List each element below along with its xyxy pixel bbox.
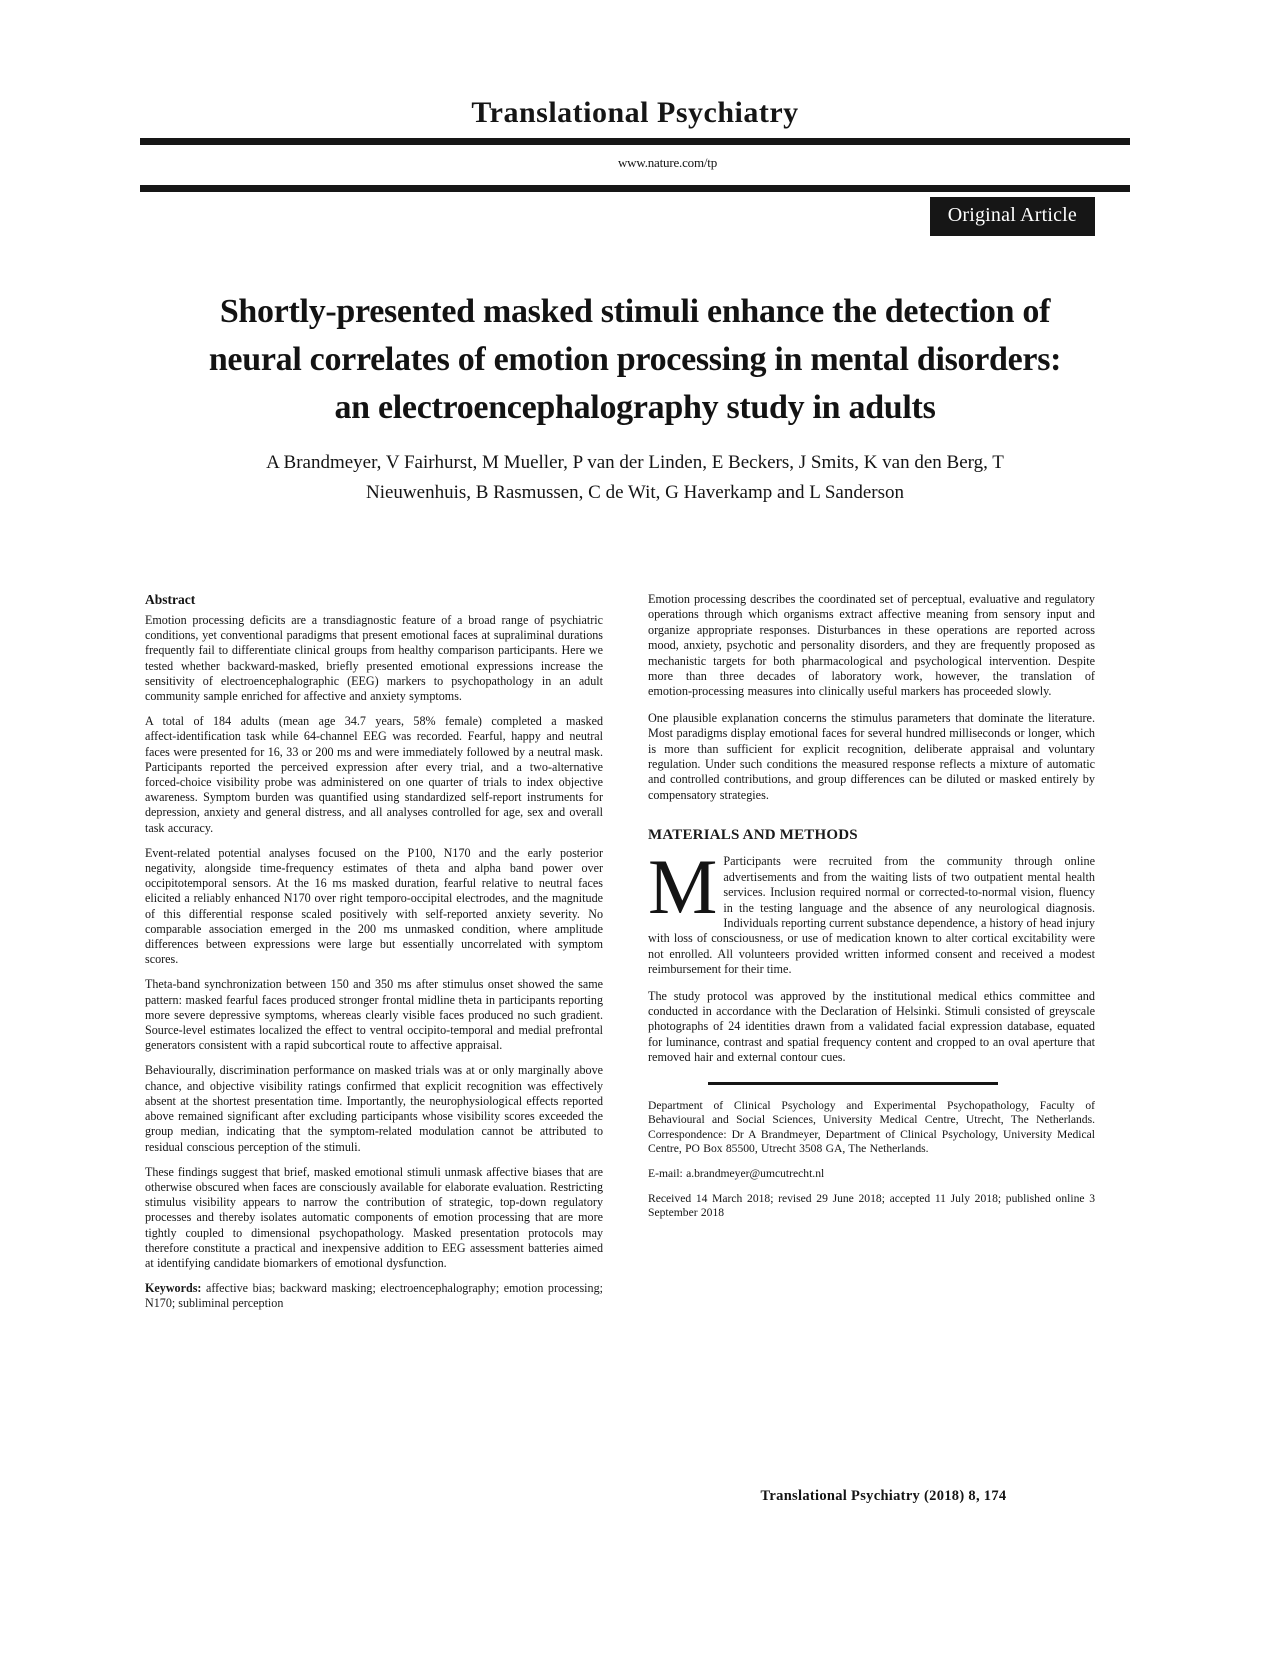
abstract-paragraph: Event‑related potential analyses focused on the P100, N170 and the early posterior negativity, alongside time‑frequency estimates of theta and alpha band power over occipitotemporal sensors. At the 16 ms masked duration, fearful relative to neutral faces elicited a reliably enhanced N170 over right temporo‑occipital electrodes, and the magnitude of this differential response scaled positively with self‑reported anxiety severity. No comparable association emerged in the 200 ms unmasked condition, where amplitude differences between expressions were large but essentially uncorrelated with symptom scores. (145, 845, 603, 967)
footnote-block (648, 1099, 1095, 1221)
abstract-paragraph: Emotion processing deficits are a transdiagnostic feature of a broad range of psychiatric conditions, yet conventional paradigms that present emotional faces at supraliminal durations frequently fail to differentiate clinical groups from healthy comparison participants. Here we tested whether backward‑masked, briefly presented emotional expressions increase the sensitivity of electroencephalographic (EEG) markers to psychopathology in an adult community sample enriched for affective and anxiety symptoms. (145, 613, 603, 704)
methods-paragraph-first (648, 843, 1095, 977)
body-column (648, 592, 1095, 1231)
masthead-meta: www.nature.com/tp (617, 154, 717, 170)
abstract-paragraph: Behaviourally, discrimination performance on masked trials was at or only marginally above chance, and objective visibility ratings confirmed that explicit recognition was effectively absent at the shortest presentation time. Importantly, the neurophysiological effects reported above remained significant after excluding participants whose visibility scores exceeded the group median, indicating that the symptom‑related modulation cannot be attributed to residual conscious perception of the stimuli. (145, 1063, 603, 1154)
masthead-rule-bottom (140, 185, 1130, 192)
abstract-paragraph: A total of 184 adults (mean age 34.7 years, 58% female) completed a masked affect‑identification task while 64‑channel EEG was recorded. Fearful, happy and neutral faces were presented for 16, 33 or 200 ms and were immediately followed by a neutral mask. Participants reported the perceived expression after every trial, and a two‑alternative forced‑choice visibility probe was administered on one quarter of trials to index objective awareness. Symptom burden was quantified using standardized self‑report instruments for depression, anxiety and general distress, and all analyses controlled for age, sex and overall task accuracy. (145, 714, 603, 835)
affiliation-note: Department of Clinical Psychology and Experimental Psychopathology, Faculty of Behavioural and Social Sciences, University Medical Centre, Utrecht, The Netherlands. Correspondence: Dr A Brandmeyer, Department of Clinical Psychology, University Medical Centre, PO Box 85500, Utrecht 3508 GA, The Netherlands. (648, 1098, 1095, 1156)
methods-paragraph: The study protocol was approved by the institutional medical ethics committee and conducted in accordance with the Declaration of Helsinki. Stimuli consisted of greyscale photographs of 24 identities drawn from a validated facial expression database, equated for luminance, contrast and spatial frequency content and cropped to an oval aperture that removed hair and external contour cues. (648, 988, 1095, 1065)
footnote-divider (708, 1082, 998, 1085)
abstract-column (145, 592, 603, 1312)
keywords-line (145, 1281, 603, 1311)
email-note: E‑mail: a.brandmeyer@umcutrecht.nl (648, 1166, 825, 1180)
abstract-heading: Abstract (145, 592, 196, 607)
masthead-rule-top (140, 138, 1130, 145)
history-note: Received 14 March 2018; revised 29 June 2018; accepted 11 July 2018; published online 3 September 2018 (648, 1191, 1095, 1220)
abstract-paragraph: Theta‑band synchronization between 150 and 350 ms after stimulus onset showed the same pattern: masked fearful faces produced stronger frontal midline theta in participants reporting more severe depressive symptoms, whereas clearly visible faces produced no such gradient. Source‑level estimates localized the effect to ventral occipito‑temporal and medial prefrontal generators consistent with a rapid subcortical route to affective appraisal. (145, 977, 603, 1053)
keywords-label: Keywords: (145, 1281, 202, 1296)
intro-paragraph: One plausible explanation concerns the stimulus parameters that dominate the literature. Most paradigms display emotional faces for several hundred milliseconds or longer, which is more than sufficient for explicit recognition, deliberate appraisal and voluntary regulation. Under such conditions the measured response reflects a mixture of automatic and controlled contributions, and group differences can be diluted or masked entirely by compensatory strategies. (648, 710, 1095, 802)
page-title: Shortly‑presented masked stimuli enhance the detection of neural correlates of emotion processing in mental disorders: an electroencephalography study in adults (208, 293, 1062, 426)
methods-heading: MATERIALS AND METHODS (648, 827, 858, 844)
methods-paragraph-text: Participants were recruited from the community through online advertisements and from the waiting lists of two outpatient mental health services. Inclusion required normal or corrected‑to‑normal vision, fluency in the testing language and the absence of any neurological diagnosis. Individuals reporting current substance dependence, a history of head injury with loss of consciousness, or use of medication known to alter cortical excitability were not enrolled. All volunteers provided written informed consent and received a modest reimbursement for their time. (648, 854, 1095, 977)
drop-cap: M (648, 843, 718, 931)
keywords-value: affective bias; backward masking; electroencephalography; emotion processing; N170; subliminal perception (145, 1281, 603, 1311)
page-footer: Translational Psychiatry (2018) 8, 174 (760, 1488, 1007, 1504)
abstract-paragraph: These findings suggest that brief, masked emotional stimuli unmask affective biases that are otherwise obscured when faces are consciously available for elaborate evaluation. Restricting stimulus visibility appears to narrow the contribution of strategic, top‑down regulatory processes and thereby isolates automatic components of emotion processing that are more tightly coupled to dimensional psychopathology. Masked presentation protocols may therefore constitute a practical and inexpensive addition to EEG assessment batteries aimed at identifying candidate biomarkers of emotional dysfunction. (145, 1164, 603, 1270)
intro-paragraph: Emotion processing describes the coordinated set of perceptual, evaluative and regulatory operations through which organisms extract affective meaning from sensory input and organize appropriate responses. Disturbances in these operations are reported across mood, anxiety, psychotic and personality disorders, and they are frequently proposed as mechanistic targets for both pharmacological and psychological intervention. Despite more than three decades of laboratory work, however, the translation of emotion‑processing measures into clinically useful markers has proceeded slowly. (648, 592, 1095, 699)
author-list: A Brandmeyer, V Fairhurst, M Mueller, P van der Linden, E Beckers, J Smits, K van den Berg, T Nieuwenhuis, B Rasmussen, C de Wit, G Haverkamp and L Sanderson (266, 452, 1004, 503)
article-type-badge: Original Article (930, 197, 1095, 236)
journal-title: Translational Psychiatry (471, 96, 799, 129)
